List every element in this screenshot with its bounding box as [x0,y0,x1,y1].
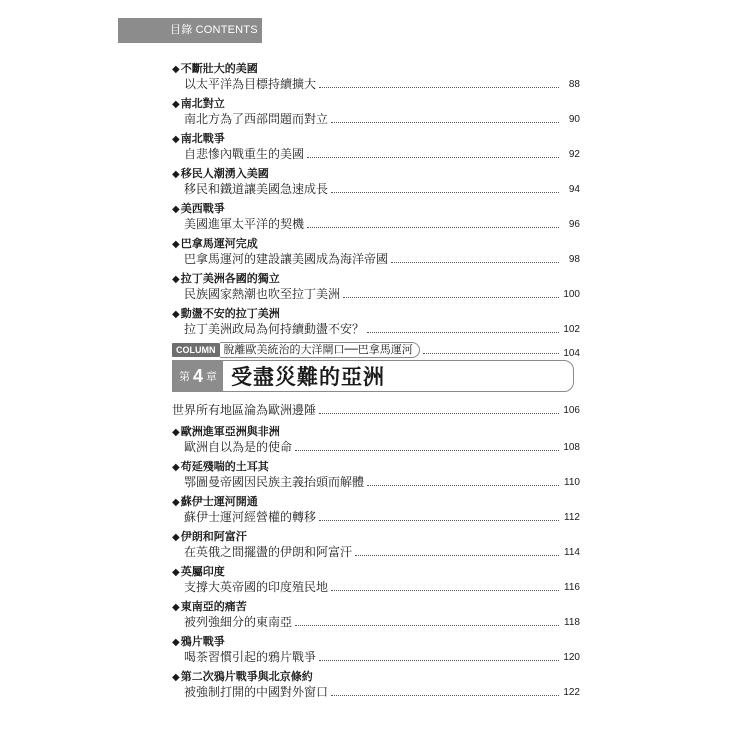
toc-section-1 [172,63,580,359]
toc-entry[interactable] [172,133,580,162]
toc-entry-heading [172,308,580,320]
toc-entry-page-number: 114 [564,547,580,558]
toc-entry-row [172,683,580,700]
chapter-suffix: 章 [206,370,218,383]
toc-entry-title: 拉丁美洲各國的獨立 [180,272,280,285]
toc-entry-heading [172,63,580,75]
diamond-bullet-icon: ◆ [172,427,180,438]
toc-entry[interactable] [172,566,580,595]
toc-entry-page-number: 108 [563,442,580,453]
toc-section-2 [172,402,580,706]
diamond-bullet-icon: ◆ [172,309,180,320]
toc-entry-row [172,578,580,595]
toc-entry[interactable] [172,273,580,302]
toc-entry[interactable] [172,308,580,337]
toc-entry-title: 巴拿馬運河完成 [180,237,258,250]
diamond-bullet-icon: ◆ [172,567,180,578]
toc-entry[interactable] [172,601,580,630]
column-title: 脫離歐美統治的大洋閘口──巴拿馬運河 [220,342,420,358]
toc-entry-heading [172,566,580,578]
toc-entry-title: 蘇伊士運河開通 [180,495,258,508]
dot-leader [423,352,559,354]
toc-section-2-entries [172,426,580,700]
toc-entry-page-number: 102 [563,324,580,335]
toc-entry-subtitle: 在英俄之間擺盪的伊朗和阿富汗 [184,545,353,559]
column-badge: COLUMN [172,343,220,357]
diamond-bullet-icon: ◆ [172,672,180,683]
diamond-bullet-icon: ◆ [172,602,180,613]
toc-entry-subtitle: 南北方為了西部問題而對立 [184,112,329,126]
toc-entry-heading [172,531,580,543]
toc-entry-subtitle: 喝茶習慣引起的鴉片戰爭 [184,650,317,664]
toc-entry-row [172,543,580,560]
toc-entry-page-number: 110 [564,477,580,488]
dot-leader [319,659,559,661]
toc-entry-subtitle: 自悲慘內戰重生的美國 [184,147,305,161]
toc-entry-row [172,180,580,197]
toc-entry-heading [172,168,580,180]
chapter-intro-title: 世界所有地區淪為歐洲邊陲 [172,403,317,417]
toc-entry-row [172,215,580,232]
toc-entry-row [172,320,580,337]
toc-entry-page-number: 88 [568,79,580,90]
toc-entry-subtitle: 蘇伊士運河經營權的轉移 [184,510,317,524]
toc-entry-subtitle: 被列強細分的東南亞 [184,615,293,629]
toc-entry-page-number: 90 [568,114,580,125]
toc-entry-title: 東南亞的痛苦 [180,600,247,613]
dot-leader [331,121,559,123]
dot-leader [331,694,559,696]
toc-entry[interactable] [172,168,580,197]
diamond-bullet-icon: ◆ [172,204,180,215]
toc-entry-row [172,250,580,267]
toc-entry[interactable] [172,203,580,232]
toc-entry-subtitle: 被強制打開的中國對外窗口 [184,685,329,699]
diamond-bullet-icon: ◆ [172,274,180,285]
toc-entry-page-number: 118 [564,617,580,628]
toc-entry-title: 苟延殘喘的土耳其 [180,460,269,473]
contents-header-tab [118,18,262,43]
toc-entry-subtitle: 民族國家熱潮也吹至拉丁美洲 [184,287,341,301]
toc-entry-heading [172,273,580,285]
chapter-heading [172,360,574,392]
toc-entry[interactable] [172,636,580,665]
toc-entry-heading [172,601,580,613]
toc-entry-title: 第二次鴉片戰爭與北京條約 [180,670,313,683]
toc-entry-heading [172,426,580,438]
toc-entry-title: 動盪不安的拉丁美洲 [180,307,280,320]
toc-entry-page-number: 92 [568,149,580,160]
dot-leader [319,86,559,88]
diamond-bullet-icon: ◆ [172,64,180,75]
dot-leader [319,412,559,414]
toc-entry-page-number: 100 [563,289,580,300]
toc-entry-title: 南北戰爭 [180,132,225,145]
column-page-number: 104 [563,347,580,359]
toc-entry-heading [172,671,580,683]
toc-entry-subtitle: 拉丁美洲政局為何持續動盪不安？ [184,322,365,336]
toc-entry-page-number: 96 [568,219,580,230]
toc-entry-subtitle: 美國進軍太平洋的契機 [184,217,305,231]
dot-leader [343,296,559,298]
dot-leader [295,624,559,626]
toc-entry-title: 不斷壯大的美國 [180,62,258,75]
toc-entry-heading [172,496,580,508]
toc-entry-subtitle: 移民和鐵道讓美國急速成長 [184,182,329,196]
toc-entry-row [172,613,580,630]
toc-entry-heading [172,461,580,473]
dot-leader [307,156,559,158]
toc-entry-row [172,508,580,525]
toc-entry[interactable] [172,426,580,455]
toc-entry-title: 鴉片戰爭 [180,635,225,648]
chapter-intro-entry[interactable] [172,402,580,418]
toc-entry-subtitle: 支撐大英帝國的印度殖民地 [184,580,329,594]
toc-entry-row [172,438,580,455]
toc-entry-page-number: 122 [563,687,580,698]
toc-entry-title: 英屬印度 [180,565,225,578]
toc-entry-subtitle: 鄂圖曼帝國因民族主義抬頭而解體 [184,475,365,489]
diamond-bullet-icon: ◆ [172,239,180,250]
toc-entry-subtitle: 歐洲自以為是的使命 [184,440,293,454]
toc-entry[interactable] [172,531,580,560]
toc-entry-heading [172,636,580,648]
toc-entry-heading [172,133,580,145]
toc-entry[interactable] [172,671,580,700]
toc-entry[interactable] [172,98,580,127]
toc-entry-page-number: 98 [568,254,580,265]
toc-entry-title: 移民人潮湧入美國 [180,167,269,180]
toc-entry-heading [172,98,580,110]
toc-entry-page-number: 120 [563,652,580,663]
toc-entry-page-number: 112 [564,512,580,523]
toc-entry-page-number: 116 [564,582,580,593]
toc-entry-title: 伊朗和阿富汗 [180,530,247,543]
toc-section-1-entries [172,63,580,337]
toc-entry-title: 南北對立 [180,97,225,110]
toc-entry-row [172,75,580,92]
diamond-bullet-icon: ◆ [172,532,180,543]
toc-entry-row [172,145,580,162]
chapter-intro-page-number: 106 [563,405,580,416]
dot-leader [367,484,559,486]
chapter-number: 4 [193,365,204,386]
diamond-bullet-icon: ◆ [172,169,180,180]
diamond-bullet-icon: ◆ [172,637,180,648]
chapter-title: 受盡災難的亞洲 [231,365,386,389]
chapter-prefix: 第 [179,370,190,383]
dot-leader [391,261,559,263]
toc-entry-title: 美西戰爭 [180,202,225,215]
dot-leader [355,554,559,556]
diamond-bullet-icon: ◆ [172,134,180,145]
toc-entry-heading [172,238,580,250]
dot-leader [295,449,559,451]
column-entry[interactable] [172,341,580,359]
contents-header-label: 目錄 CONTENTS [170,24,258,36]
toc-entry-title: 歐洲進軍亞洲與非洲 [180,425,280,438]
dot-leader [331,191,559,193]
toc-entry[interactable] [172,238,580,267]
toc-entry[interactable] [172,63,580,92]
toc-entry-page-number: 94 [568,184,580,195]
diamond-bullet-icon: ◆ [172,497,180,508]
toc-entry-row [172,648,580,665]
dot-leader [319,519,559,521]
diamond-bullet-icon: ◆ [172,462,180,473]
toc-entry-subtitle: 以太平洋為目標持續擴大 [184,77,317,91]
toc-entry-row [172,285,580,302]
diamond-bullet-icon: ◆ [172,99,180,110]
toc-entry[interactable] [172,496,580,525]
toc-entry-heading [172,203,580,215]
toc-entry-subtitle: 巴拿馬運河的建設讓美國成為海洋帝國 [184,252,389,266]
dot-leader [331,589,559,591]
dot-leader [367,331,559,333]
header-divider [118,42,262,43]
toc-entry-row [172,110,580,127]
toc-entry[interactable] [172,461,580,490]
dot-leader [307,226,559,228]
toc-entry-row [172,473,580,490]
chapter-number-label [173,361,223,391]
